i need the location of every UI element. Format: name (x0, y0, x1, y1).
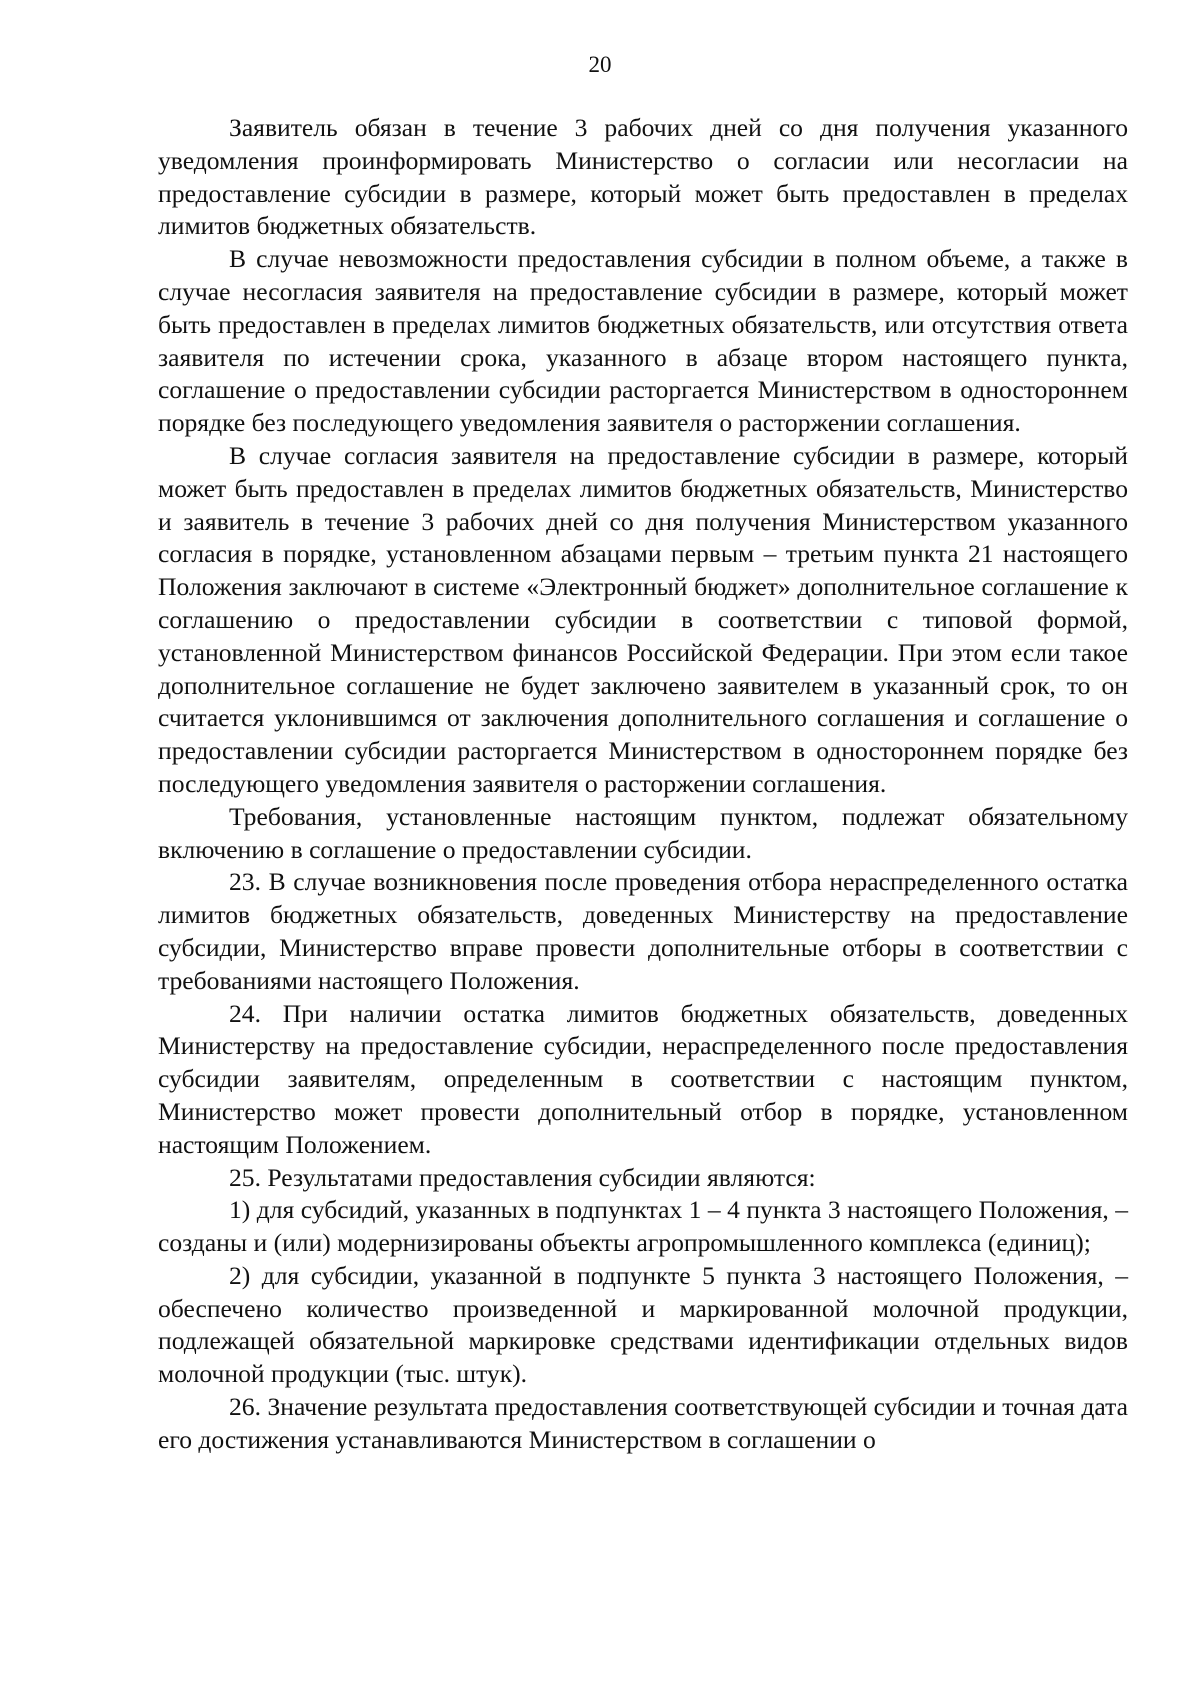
paragraph-item-26: 26. Значение результата предоставления соответствующей субсидии и точная дата его достижения устанавливаются Министерством в соглашении о (158, 1392, 1128, 1454)
paragraph-item-24: 24. При наличии остатка лимитов бюджетных обязательств, доведенных Министерству на предоставление субсидии, нераспределенного после предоставления субсидии заявителям, определенным в соответствии с настоящим пунктом, Министерство может провести дополнительный отбор в порядке, установленном настоящим Положением. (158, 998, 1128, 1159)
paragraph-item-25-sub-2: 2) для субсидии, указанной в подпункте 5 пункта 3 настоящего Положения, – обеспечено количество произведенной и маркированной молочной продукции, подлежащей обязательной маркировке средствами идентификации отдельных видов молочной продукции (тыс. штук). (158, 1260, 1128, 1389)
page-number: 20 (588, 52, 612, 77)
paragraph-applicant-notification: Заявитель обязан в течение 3 рабочих дней со дня получения указанного уведомления проинформировать Министерство о согласии или несогласии на предоставление субсидии в размере, который может быть предоставлен в пределах лимитов бюджетных обязательств. (158, 113, 1128, 241)
paragraph-requirements-inclusion: Требования, установленные настоящим пунктом, подлежат обязательному включению в соглашение о предоставлении субсидии. (158, 801, 1128, 864)
paragraph-item-23: 23. В случае возникновения после проведения отбора нераспределенного остатка лимитов бюджетных обязательств, доведенных Министерству на предоставление субсидии, Министерство вправе провести дополнительные отборы в соответствии с требованиями настоящего Положения. (158, 867, 1128, 995)
paragraph-item-25-sub-1: 1) для субсидий, указанных в подпунктах 1 – 4 пункта 3 настоящего Положения, – созданы и (или) модернизированы объекты агропромышленного комплекса (единиц); (158, 1195, 1128, 1258)
document-body (158, 112, 1128, 1457)
paragraph-item-25: 25. Результатами предоставления субсидии являются: (229, 1162, 816, 1192)
paragraph-consent-additional-agreement: В случае согласия заявителя на предоставление субсидии в размере, который может быть предоставлен в пределах лимитов бюджетных обязательств, Министерство и заявитель в течение 3 рабочих дней со дня получения Министерством указанного согласия в порядке, установленном абзацами первым – третьим пункта 21 настоящего Положения заключают в системе «Электронный бюджет» дополнительное соглашение к соглашению о предоставлении субсидии в соответствии с типовой формой, установленной Министерством финансов Российской Федерации. При этом если такое дополнительное соглашение не будет заключено заявителем в указанный срок, то он считается уклонившимся от заключения дополнительного соглашения и соглашение о предоставлении субсидии расторгается Министерством в одностороннем порядке без последующего уведомления заявителя о расторжении соглашения. (158, 440, 1128, 798)
paragraph-impossibility-termination: В случае невозможности предоставления субсидии в полном объеме, а также в случае несогласия заявителя на предоставление субсидии в размере, который может быть предоставлен в пределах лимитов бюджетных обязательств, или отсутствия ответа заявителя по истечении срока, указанного в абзаце втором настоящего пункта, соглашение о предоставлении субсидии расторгается Министерством в одностороннем порядке без последующего уведомления заявителя о расторжении соглашения. (158, 244, 1128, 438)
